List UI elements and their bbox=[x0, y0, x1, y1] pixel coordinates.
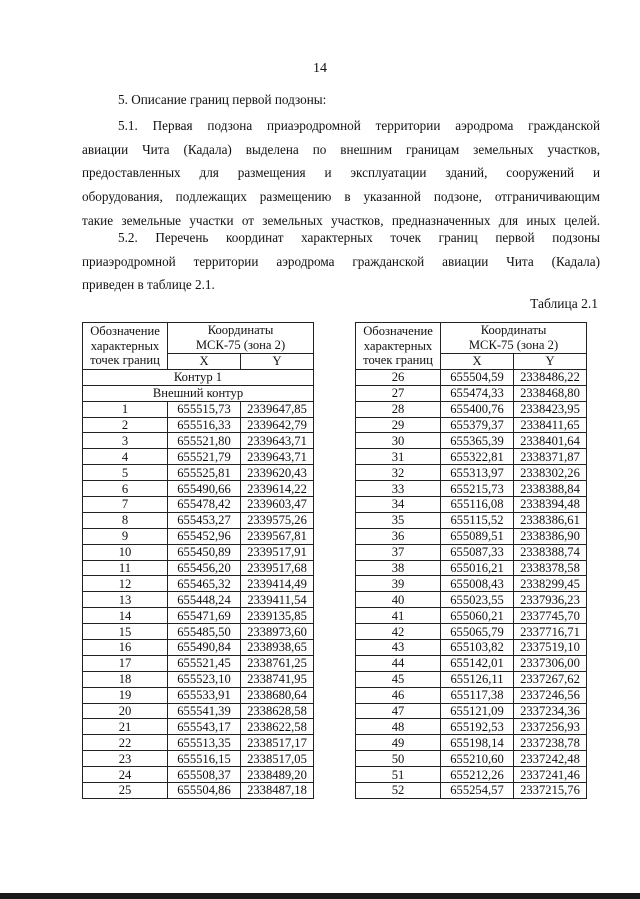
table-row bbox=[356, 671, 587, 687]
y-coordinate-cell: 2339135,85 bbox=[241, 608, 314, 624]
table-row bbox=[356, 719, 587, 735]
x-coordinate-cell: 655485,50 bbox=[168, 624, 241, 640]
paragraph-line: приведен в таблице 2.1. bbox=[82, 277, 215, 293]
table-row bbox=[83, 528, 314, 544]
header-coords-line: Координаты bbox=[480, 323, 547, 337]
y-coordinate-cell: 2338628,58 bbox=[241, 703, 314, 719]
y-coordinate-cell: 2337234,36 bbox=[514, 703, 587, 719]
y-coordinate-cell: 2337936,23 bbox=[514, 592, 587, 608]
paragraph-line: 5.1. Первая подзона приаэродромной территории аэродрома гражданской bbox=[118, 118, 600, 133]
point-number-cell: 28 bbox=[356, 401, 441, 417]
y-coordinate-cell: 2337215,76 bbox=[514, 783, 587, 799]
x-coordinate-cell: 655215,73 bbox=[441, 481, 514, 497]
point-number-cell: 29 bbox=[356, 417, 441, 433]
point-number-cell: 35 bbox=[356, 512, 441, 528]
y-coordinate-cell: 2338517,05 bbox=[241, 751, 314, 767]
point-number-cell: 47 bbox=[356, 703, 441, 719]
contour-label: Контур 1 bbox=[83, 369, 314, 385]
table-row bbox=[356, 655, 587, 671]
table-row bbox=[83, 608, 314, 624]
header-code-line: Обозначение bbox=[363, 324, 433, 339]
point-number-cell: 37 bbox=[356, 544, 441, 560]
table-row bbox=[83, 655, 314, 671]
y-coordinate-cell: 2337745,70 bbox=[514, 608, 587, 624]
table-row bbox=[83, 544, 314, 560]
x-coordinate-cell: 655471,69 bbox=[168, 608, 241, 624]
x-coordinate-cell: 655452,96 bbox=[168, 528, 241, 544]
point-number-cell: 13 bbox=[83, 592, 168, 608]
table-row bbox=[356, 576, 587, 592]
point-number-cell: 4 bbox=[83, 449, 168, 465]
x-coordinate-cell: 655023,55 bbox=[441, 592, 514, 608]
coordinates-table-right bbox=[355, 322, 587, 799]
point-number-cell: 49 bbox=[356, 735, 441, 751]
x-coordinate-cell: 655379,37 bbox=[441, 417, 514, 433]
y-coordinate-cell: 2338299,45 bbox=[514, 576, 587, 592]
y-coordinate-cell: 2338302,26 bbox=[514, 465, 587, 481]
header-code-cell bbox=[83, 323, 168, 370]
table-row bbox=[356, 608, 587, 624]
point-number-cell: 45 bbox=[356, 671, 441, 687]
y-coordinate-cell: 2338386,90 bbox=[514, 528, 587, 544]
point-number-cell: 43 bbox=[356, 640, 441, 656]
x-coordinate-cell: 655543,17 bbox=[168, 719, 241, 735]
x-coordinate-cell: 655060,21 bbox=[441, 608, 514, 624]
y-coordinate-cell: 2338486,22 bbox=[514, 369, 587, 385]
point-number-cell: 21 bbox=[83, 719, 168, 735]
y-coordinate-cell: 2338973,60 bbox=[241, 624, 314, 640]
x-coordinate-cell: 655450,89 bbox=[168, 544, 241, 560]
y-coordinate-cell: 2338487,18 bbox=[241, 783, 314, 799]
point-number-cell: 17 bbox=[83, 655, 168, 671]
table-row bbox=[356, 433, 587, 449]
point-number-cell: 16 bbox=[83, 640, 168, 656]
y-coordinate-cell: 2338386,61 bbox=[514, 512, 587, 528]
x-coordinate-cell: 655117,38 bbox=[441, 687, 514, 703]
x-coordinate-cell: 655103,82 bbox=[441, 640, 514, 656]
y-coordinate-cell: 2339575,26 bbox=[241, 512, 314, 528]
table-row bbox=[356, 687, 587, 703]
x-coordinate-cell: 655508,37 bbox=[168, 767, 241, 783]
section-heading-text: 5. Описание границ первой подзоны: bbox=[118, 92, 327, 107]
table-row bbox=[83, 624, 314, 640]
y-coordinate-cell: 2337256,93 bbox=[514, 719, 587, 735]
x-coordinate-cell: 655400,76 bbox=[441, 401, 514, 417]
x-coordinate-cell: 655065,79 bbox=[441, 624, 514, 640]
y-coordinate-cell: 2338411,65 bbox=[514, 417, 587, 433]
x-coordinate-cell: 655254,57 bbox=[441, 783, 514, 799]
point-number-cell: 46 bbox=[356, 687, 441, 703]
paragraph-line: приаэродромной территории аэродрома гражданской авиации Чита (Кадала) bbox=[82, 253, 600, 269]
y-coordinate-cell: 2337716,71 bbox=[514, 624, 587, 640]
y-coordinate-cell: 2337519,10 bbox=[514, 640, 587, 656]
header-code-line: Обозначение bbox=[90, 324, 160, 339]
point-number-cell: 10 bbox=[83, 544, 168, 560]
point-number-cell: 3 bbox=[83, 433, 168, 449]
y-coordinate-cell: 2338938,65 bbox=[241, 640, 314, 656]
y-coordinate-cell: 2338517,17 bbox=[241, 735, 314, 751]
y-coordinate-cell: 2337238,78 bbox=[514, 735, 587, 751]
y-coordinate-cell: 2338388,74 bbox=[514, 544, 587, 560]
y-coordinate-cell: 2338423,95 bbox=[514, 401, 587, 417]
table-row bbox=[356, 497, 587, 513]
x-coordinate-cell: 655115,52 bbox=[441, 512, 514, 528]
table-row bbox=[83, 560, 314, 576]
y-coordinate-cell: 2339642,79 bbox=[241, 417, 314, 433]
table-row bbox=[83, 512, 314, 528]
paragraph-5-1 bbox=[82, 114, 600, 232]
table-row bbox=[356, 385, 587, 401]
header-x: X bbox=[441, 354, 514, 370]
x-coordinate-cell: 655008,43 bbox=[441, 576, 514, 592]
y-coordinate-cell: 2338388,84 bbox=[514, 481, 587, 497]
y-coordinate-cell: 2339414,49 bbox=[241, 576, 314, 592]
point-number-cell: 5 bbox=[83, 465, 168, 481]
table-row bbox=[356, 624, 587, 640]
table-row bbox=[83, 703, 314, 719]
point-number-cell: 25 bbox=[83, 783, 168, 799]
table-row bbox=[83, 401, 314, 417]
table-row bbox=[356, 449, 587, 465]
y-coordinate-cell: 2337242,48 bbox=[514, 751, 587, 767]
table-row bbox=[356, 465, 587, 481]
table-row bbox=[356, 783, 587, 799]
y-coordinate-cell: 2338741,95 bbox=[241, 671, 314, 687]
table-row bbox=[356, 544, 587, 560]
x-coordinate-cell: 655521,79 bbox=[168, 449, 241, 465]
header-coords-line: МСК-75 (зона 2) bbox=[195, 338, 286, 352]
y-coordinate-cell: 2339517,91 bbox=[241, 544, 314, 560]
paragraph-line: авиации Чита (Кадала) выделена по внешним границам земельных участков, bbox=[82, 141, 600, 157]
y-coordinate-cell: 2339567,81 bbox=[241, 528, 314, 544]
x-coordinate-cell: 655541,39 bbox=[168, 703, 241, 719]
y-coordinate-cell: 2338489,20 bbox=[241, 767, 314, 783]
x-coordinate-cell: 655089,51 bbox=[441, 528, 514, 544]
x-coordinate-cell: 655478,42 bbox=[168, 497, 241, 513]
header-coords-cell bbox=[441, 323, 587, 354]
y-coordinate-cell: 2338761,25 bbox=[241, 655, 314, 671]
y-coordinate-cell: 2339603,47 bbox=[241, 497, 314, 513]
x-coordinate-cell: 655521,80 bbox=[168, 433, 241, 449]
header-code-line: точек границ bbox=[363, 353, 433, 368]
point-number-cell: 15 bbox=[83, 624, 168, 640]
paragraph-line: 5.2. Перечень координат характерных точек границ первой подзоны bbox=[118, 230, 600, 245]
y-coordinate-cell: 2338401,64 bbox=[514, 433, 587, 449]
point-number-cell: 26 bbox=[356, 369, 441, 385]
x-coordinate-cell: 655448,24 bbox=[168, 592, 241, 608]
point-number-cell: 30 bbox=[356, 433, 441, 449]
x-coordinate-cell: 655212,26 bbox=[441, 767, 514, 783]
point-number-cell: 1 bbox=[83, 401, 168, 417]
x-coordinate-cell: 655192,53 bbox=[441, 719, 514, 735]
table-row bbox=[83, 592, 314, 608]
table-row bbox=[83, 671, 314, 687]
y-coordinate-cell: 2339620,43 bbox=[241, 465, 314, 481]
x-coordinate-cell: 655521,45 bbox=[168, 655, 241, 671]
table-caption: Таблица 2.1 bbox=[530, 296, 598, 311]
x-coordinate-cell: 655198,14 bbox=[441, 735, 514, 751]
table-row bbox=[83, 687, 314, 703]
point-number-cell: 8 bbox=[83, 512, 168, 528]
x-coordinate-cell: 655516,33 bbox=[168, 417, 241, 433]
point-number-cell: 11 bbox=[83, 560, 168, 576]
table-row bbox=[83, 481, 314, 497]
point-number-cell: 9 bbox=[83, 528, 168, 544]
x-coordinate-cell: 655525,81 bbox=[168, 465, 241, 481]
point-number-cell: 24 bbox=[83, 767, 168, 783]
y-coordinate-cell: 2338378,58 bbox=[514, 560, 587, 576]
x-coordinate-cell: 655016,21 bbox=[441, 560, 514, 576]
table-row bbox=[83, 497, 314, 513]
table-row bbox=[356, 640, 587, 656]
outer-contour-label: Внешний контур bbox=[83, 385, 314, 401]
y-coordinate-cell: 2337306,00 bbox=[514, 655, 587, 671]
table-row bbox=[83, 449, 314, 465]
y-coordinate-cell: 2338394,48 bbox=[514, 497, 587, 513]
table-row bbox=[356, 528, 587, 544]
point-number-cell: 41 bbox=[356, 608, 441, 624]
outer-contour-row bbox=[83, 385, 314, 401]
x-coordinate-cell: 655523,10 bbox=[168, 671, 241, 687]
y-coordinate-cell: 2338622,58 bbox=[241, 719, 314, 735]
header-code-line: точек границ bbox=[90, 353, 160, 368]
point-number-cell: 32 bbox=[356, 465, 441, 481]
paragraph-line: оборудования, подлежащих размещению в указанной подзоне, отграничивающим bbox=[82, 189, 600, 205]
y-coordinate-cell: 2339643,71 bbox=[241, 433, 314, 449]
table-row bbox=[83, 433, 314, 449]
x-coordinate-cell: 655322,81 bbox=[441, 449, 514, 465]
paragraph-5-2 bbox=[82, 226, 600, 297]
x-coordinate-cell: 655126,11 bbox=[441, 671, 514, 687]
point-number-cell: 38 bbox=[356, 560, 441, 576]
x-coordinate-cell: 655515,73 bbox=[168, 401, 241, 417]
x-coordinate-cell: 655490,84 bbox=[168, 640, 241, 656]
table-row bbox=[356, 767, 587, 783]
y-coordinate-cell: 2338371,87 bbox=[514, 449, 587, 465]
point-number-cell: 44 bbox=[356, 655, 441, 671]
x-coordinate-cell: 655121,09 bbox=[441, 703, 514, 719]
x-coordinate-cell: 655513,35 bbox=[168, 735, 241, 751]
y-coordinate-cell: 2337246,56 bbox=[514, 687, 587, 703]
point-number-cell: 31 bbox=[356, 449, 441, 465]
header-y: Y bbox=[514, 354, 587, 370]
header-x: X bbox=[168, 354, 241, 370]
table-row bbox=[356, 401, 587, 417]
scan-edge bbox=[0, 893, 640, 899]
point-number-cell: 20 bbox=[83, 703, 168, 719]
point-number-cell: 27 bbox=[356, 385, 441, 401]
point-number-cell: 39 bbox=[356, 576, 441, 592]
point-number-cell: 51 bbox=[356, 767, 441, 783]
table-row bbox=[356, 703, 587, 719]
point-number-cell: 6 bbox=[83, 481, 168, 497]
header-y: Y bbox=[241, 354, 314, 370]
paragraph-line: предоставленных для размещения и эксплуатации зданий, сооружений и bbox=[82, 165, 600, 181]
point-number-cell: 40 bbox=[356, 592, 441, 608]
table-row bbox=[356, 369, 587, 385]
table-header-row bbox=[83, 323, 314, 354]
table-row bbox=[83, 751, 314, 767]
x-coordinate-cell: 655474,33 bbox=[441, 385, 514, 401]
table-row bbox=[83, 719, 314, 735]
point-number-cell: 34 bbox=[356, 497, 441, 513]
point-number-cell: 22 bbox=[83, 735, 168, 751]
header-coords-line: МСК-75 (зона 2) bbox=[468, 338, 559, 352]
point-number-cell: 18 bbox=[83, 671, 168, 687]
point-number-cell: 12 bbox=[83, 576, 168, 592]
point-number-cell: 50 bbox=[356, 751, 441, 767]
point-number-cell: 36 bbox=[356, 528, 441, 544]
contour-row bbox=[83, 369, 314, 385]
table-row bbox=[356, 592, 587, 608]
header-coords-cell bbox=[168, 323, 314, 354]
x-coordinate-cell: 655453,27 bbox=[168, 512, 241, 528]
page-number: 14 bbox=[313, 61, 327, 76]
table-row bbox=[356, 512, 587, 528]
table-row bbox=[83, 417, 314, 433]
table-row bbox=[83, 783, 314, 799]
x-coordinate-cell: 655490,66 bbox=[168, 481, 241, 497]
header-code-line: характерных bbox=[363, 338, 433, 353]
x-coordinate-cell: 655504,86 bbox=[168, 783, 241, 799]
x-coordinate-cell: 655365,39 bbox=[441, 433, 514, 449]
x-coordinate-cell: 655210,60 bbox=[441, 751, 514, 767]
point-number-cell: 33 bbox=[356, 481, 441, 497]
y-coordinate-cell: 2339614,22 bbox=[241, 481, 314, 497]
table-row bbox=[83, 576, 314, 592]
y-coordinate-cell: 2338468,80 bbox=[514, 385, 587, 401]
x-coordinate-cell: 655313,97 bbox=[441, 465, 514, 481]
table-row bbox=[356, 735, 587, 751]
table-row bbox=[356, 417, 587, 433]
point-number-cell: 42 bbox=[356, 624, 441, 640]
table-header-row bbox=[356, 323, 587, 354]
x-coordinate-cell: 655142,01 bbox=[441, 655, 514, 671]
x-coordinate-cell: 655504,59 bbox=[441, 369, 514, 385]
y-coordinate-cell: 2338680,64 bbox=[241, 687, 314, 703]
x-coordinate-cell: 655116,08 bbox=[441, 497, 514, 513]
table-row bbox=[356, 481, 587, 497]
x-coordinate-cell: 655533,91 bbox=[168, 687, 241, 703]
y-coordinate-cell: 2339643,71 bbox=[241, 449, 314, 465]
table-row bbox=[356, 751, 587, 767]
y-coordinate-cell: 2339411,54 bbox=[241, 592, 314, 608]
paragraph-line: такие земельные участки от земельных участков, предназначенных для иных целей. bbox=[82, 212, 600, 228]
point-number-cell: 23 bbox=[83, 751, 168, 767]
y-coordinate-cell: 2337267,62 bbox=[514, 671, 587, 687]
header-coords-line: Координаты bbox=[207, 323, 274, 337]
x-coordinate-cell: 655516,15 bbox=[168, 751, 241, 767]
y-coordinate-cell: 2339517,68 bbox=[241, 560, 314, 576]
coordinates-table-left bbox=[82, 322, 314, 799]
header-code-line: характерных bbox=[90, 338, 160, 353]
y-coordinate-cell: 2339647,85 bbox=[241, 401, 314, 417]
x-coordinate-cell: 655087,33 bbox=[441, 544, 514, 560]
point-number-cell: 19 bbox=[83, 687, 168, 703]
table-row bbox=[83, 767, 314, 783]
table-row bbox=[83, 465, 314, 481]
x-coordinate-cell: 655456,20 bbox=[168, 560, 241, 576]
x-coordinate-cell: 655465,32 bbox=[168, 576, 241, 592]
point-number-cell: 2 bbox=[83, 417, 168, 433]
point-number-cell: 7 bbox=[83, 497, 168, 513]
section-heading bbox=[82, 88, 600, 112]
header-code-cell bbox=[356, 323, 441, 370]
y-coordinate-cell: 2337241,46 bbox=[514, 767, 587, 783]
point-number-cell: 48 bbox=[356, 719, 441, 735]
table-row bbox=[83, 640, 314, 656]
table-row bbox=[356, 560, 587, 576]
table-row bbox=[83, 735, 314, 751]
point-number-cell: 52 bbox=[356, 783, 441, 799]
point-number-cell: 14 bbox=[83, 608, 168, 624]
